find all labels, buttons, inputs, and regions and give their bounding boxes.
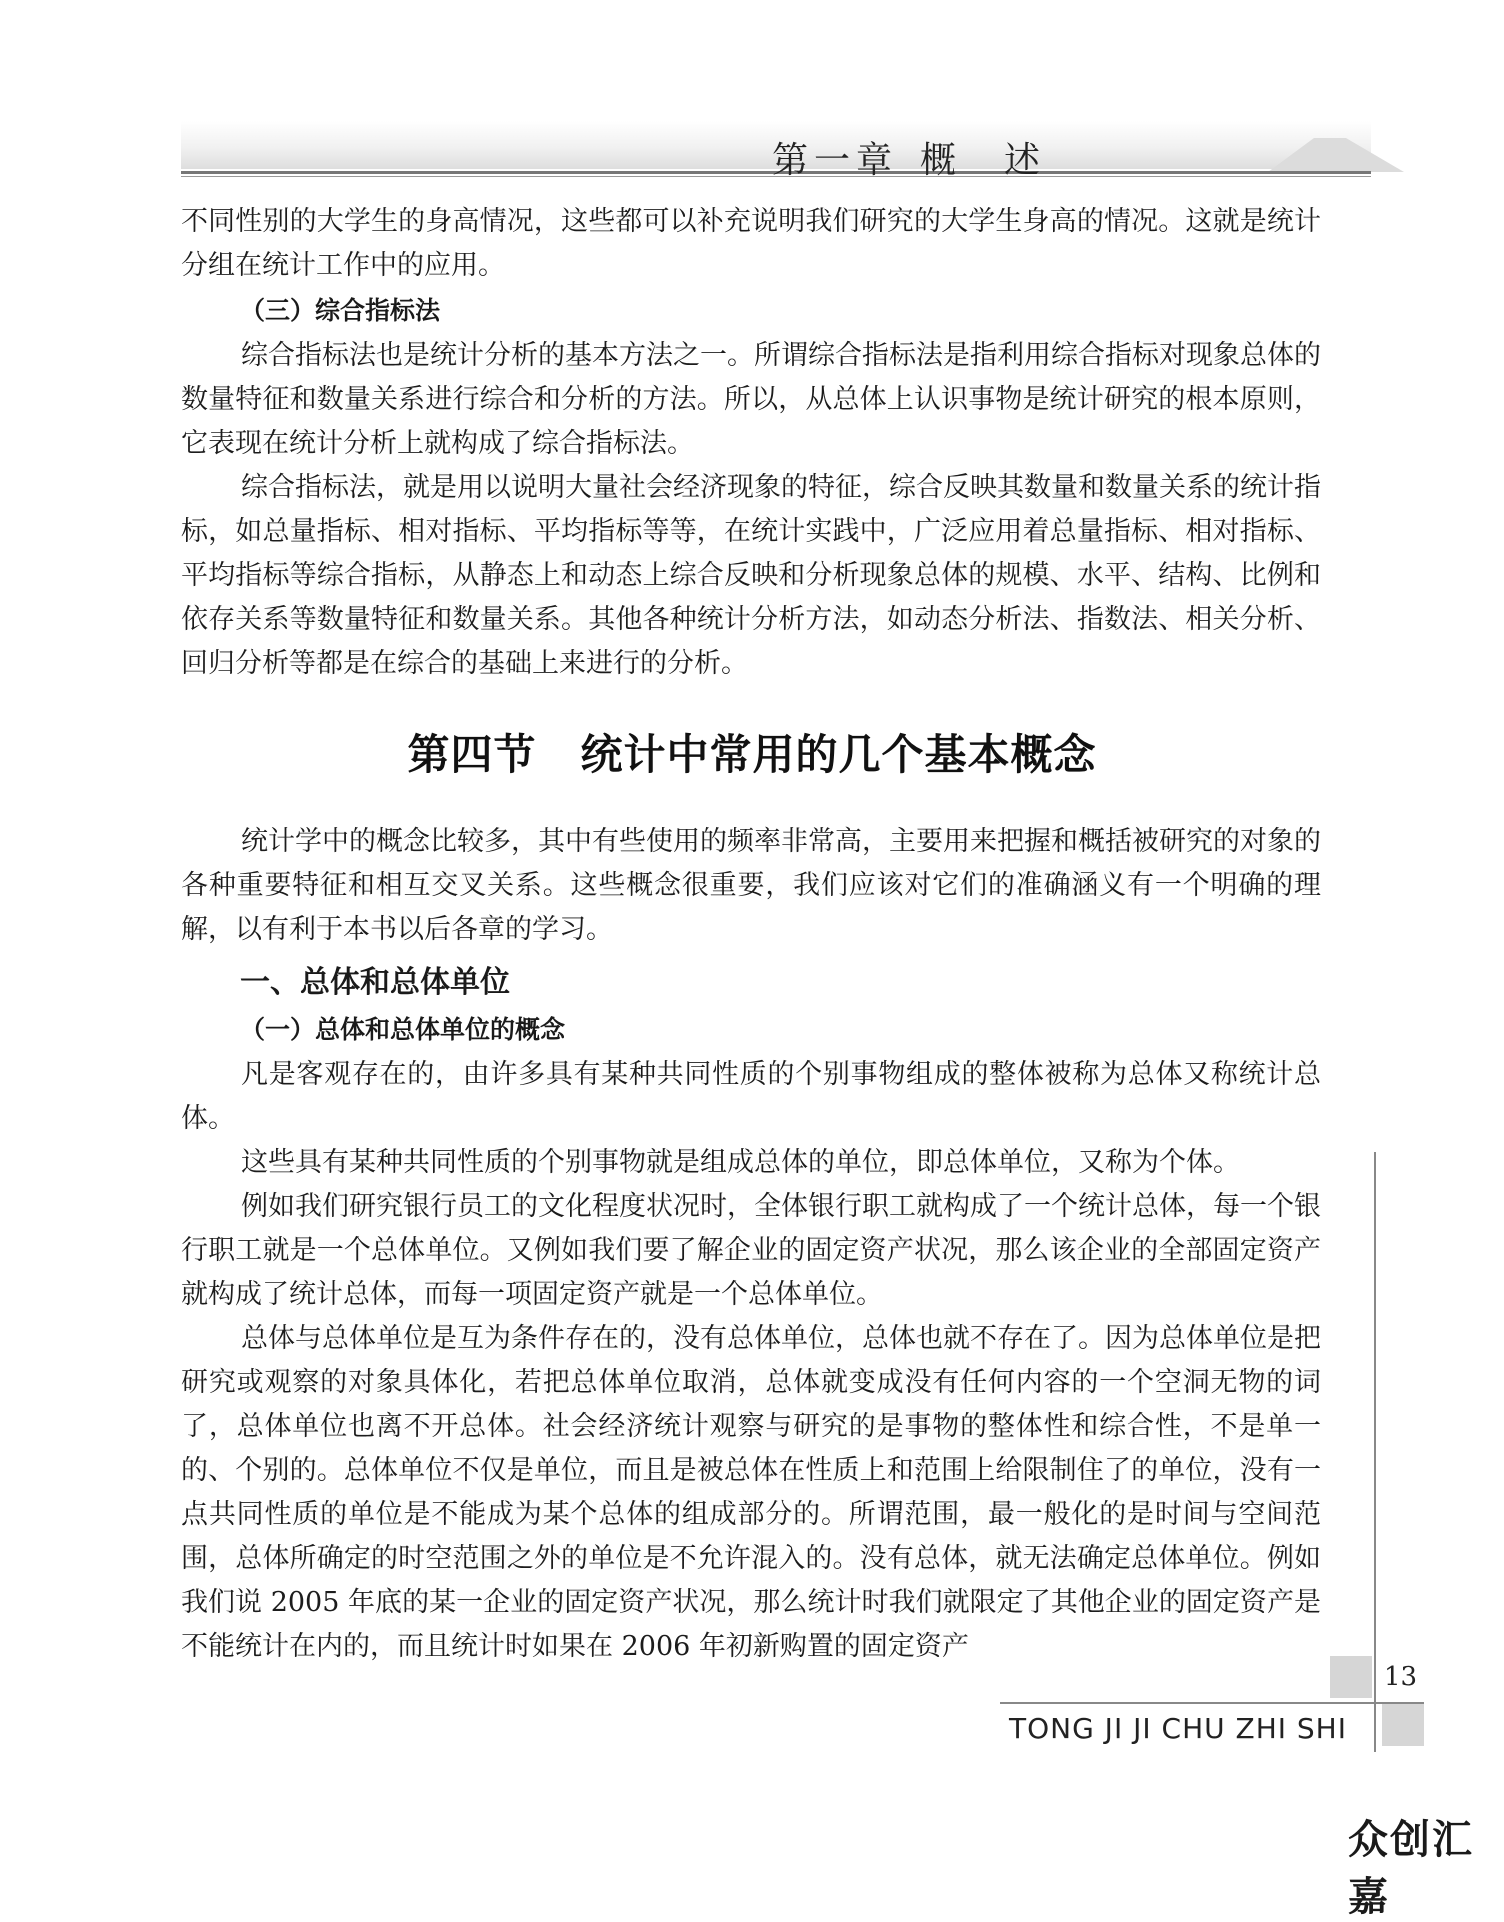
chapter-number: 第一章	[772, 140, 899, 181]
paragraph: 总体与总体单位是互为条件存在的，没有总体单位，总体也就不存在了。因为总体单位是把研究或观察的对象具体化，若把总体单位取消，总体就变成没有任何内容的一个空洞无物的词了，总体单位也离不开总体。社会经济统计观察与研究的是事物的整体性和综合性，不是单一的、个别的。总体单位不仅是单位，而且是被总体在性质上和范围上给限制住了的单位，没有一点共同性质的单位是不能成为某个总体的组成部分的。所谓范围，最一般化的是时间与空间范围，总体所确定的时空范围之外的单位是不允许混入的。没有总体，就无法确定总体单位。例如我们说 2005 年底的某一企业的固定资产状况，那么统计时我们就限定了其他企业的固定资产是不能统计在内的，而且统计时如果在 2006 年初新购置的固定资产	[181, 1323, 1321, 1662]
footer-running-title: TONG JI JI CHU ZHI SHI	[1009, 1712, 1347, 1745]
paragraph: 综合指标法也是统计分析的基本方法之一。所谓综合指标法是指利用综合指标对现象总体的数量特征和数量关系进行综合和分析的方法。所以，从总体上认识事物是统计研究的根本原则，它表现在统计分析上就构成了综合指标法。	[181, 340, 1321, 459]
paragraph: 综合指标法，就是用以说明大量社会经济现象的特征，综合反映其数量和数量关系的统计指标，如总量指标、相对指标、平均指标等等，在统计实践中，广泛应用着总量指标、相对指标、平均指标等综合指标，从静态上和动态上综合反映和分析现象总体的规模、水平、结构、比例和依存关系等数量特征和数量关系。其他各种统计分析方法，如动态分析法、指数法、相关分析、回归分析等都是在综合的基础上来进行的分析。	[181, 472, 1321, 679]
paragraph: 例如我们研究银行员工的文化程度状况时，全体银行职工就构成了一个统计总体，每一个银行职工就是一个总体单位。又例如我们要了解企业的固定资产状况，那么该企业的全部固定资产就构成了统计总体，而每一项固定资产就是一个总体单位。	[181, 1191, 1321, 1310]
chapter-title: 概 述	[920, 140, 1047, 181]
footer-square	[1330, 1656, 1372, 1698]
paragraph: 凡是客观存在的，由许多具有某种共同性质的个别事物组成的整体被称为总体又称统计总体。	[181, 1059, 1321, 1134]
section-name: 统计中常用的几个基本概念	[580, 730, 1097, 779]
footer-vertical-rule	[1374, 1152, 1376, 1752]
paragraph: 不同性别的大学生的身高情况，这些都可以补充说明我们研究的大学生身高的情况。这就是统计分组在统计工作中的应用。	[181, 206, 1321, 281]
footer-square	[1382, 1704, 1424, 1746]
subsection-heading: （三）综合指标法	[240, 296, 441, 325]
watermark-logo: 众创汇嘉	[1348, 1817, 1474, 1920]
footer-rule	[1000, 1702, 1424, 1704]
section-title	[0, 722, 1504, 782]
section-number: 第四节	[407, 730, 537, 779]
paragraph: 统计学中的概念比较多，其中有些使用的频率非常高，主要用来把握和概括被研究的对象的各种重要特征和相互交叉关系。这些概念很重要，我们应该对它们的准确涵义有一个明确的理解，以有利于本书以后各章的学习。	[181, 826, 1321, 945]
section-heading: 一、总体和总体单位	[240, 965, 510, 1000]
paragraph: 这些具有某种共同性质的个别事物就是组成总体的单位，即总体单位，又称为个体。	[241, 1147, 1240, 1178]
header-ornament	[1268, 138, 1404, 172]
running-header	[772, 132, 1046, 183]
page-number: 13	[1384, 1662, 1418, 1692]
subsection-heading: （一）总体和总体单位的概念	[240, 1015, 566, 1044]
